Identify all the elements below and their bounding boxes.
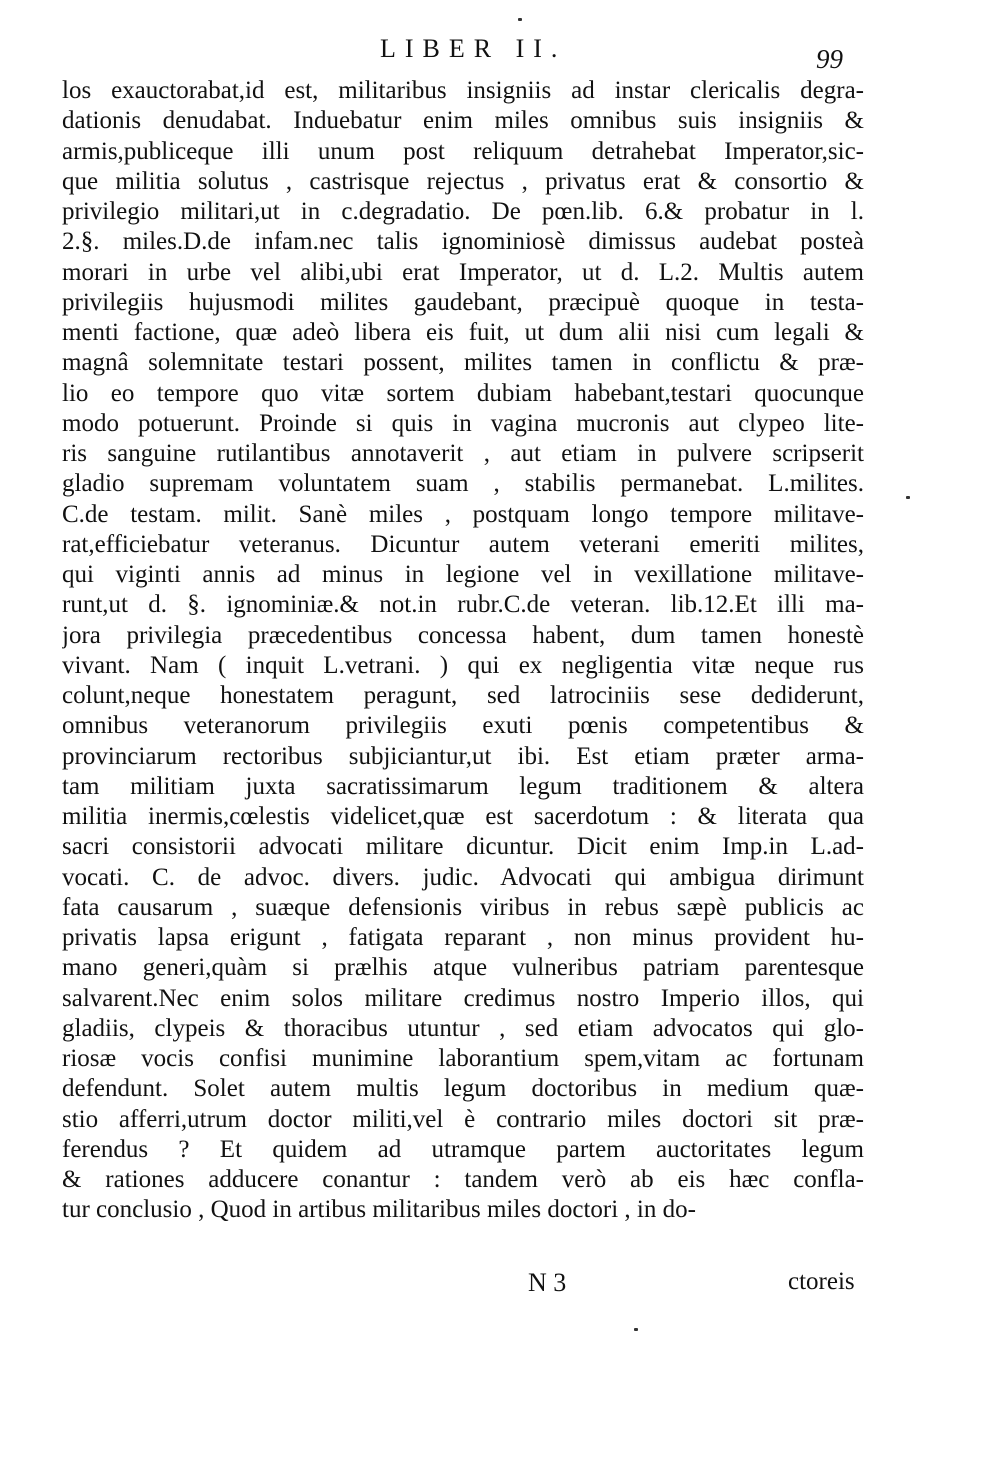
text-line: ris sanguine rutilantibus annotaverit , aut etiam in pulvere scripserit: [62, 440, 864, 467]
text-line: 2.§. miles.D.de infam.nec talis ignominiosè dimissus audebat posteà: [62, 228, 864, 256]
text-line: tam militiam juxta sacratissimarum legum traditionem & altera: [62, 772, 864, 800]
text-line: salvarent.Nec enim solos militare credimus nostro Imperio illos, qui: [62, 984, 864, 1012]
page-header: [0, 28, 1000, 74]
text-line: stio afferri,utrum doctor militi,vel è contrario miles doctori sit præ-: [62, 1105, 864, 1133]
text-line: dationis denudabat. Induebatur enim miles omnibus suis insigniis &: [62, 107, 864, 135]
text-line: los exauctorabat,id est, militaribus insigniis ad instar clericalis degra-: [62, 77, 864, 104]
text-line: defendunt. Solet autem multis legum doctoribus in medium quæ-: [62, 1075, 864, 1103]
catchword: ctoreis: [788, 1268, 855, 1295]
page-footer: [0, 1268, 1000, 1308]
text-line: que militia solutus , castrisque rejectus , privatus erat & consortio &: [62, 167, 864, 195]
text-line: runt,ut d. §. ignominiæ.& not.in rubr.C.de veteran. lib.12.Et illi ma-: [62, 591, 864, 619]
text-line: vocati. C. de advoc. divers. judic. Advocati qui ambigua dirimunt: [62, 863, 864, 891]
text-line: menti factione, quæ adeò libera eis fuit, ut dum alii nisi cum legali &: [62, 319, 864, 346]
text-line: vivant. Nam ( inquit L.vetrani. ) qui ex negligentia vitæ neque rus: [62, 651, 864, 679]
text-line: tur conclusio , Quod in artibus militaribus miles doctori , in do-: [62, 1196, 696, 1224]
ink-speck: [906, 496, 910, 499]
text-line: gladio supremam voluntatem suam , stabilis permanebat. L.milites.: [62, 470, 864, 498]
text-line: riosæ vocis confisi munimine laborantium spem,vitam ac fortunam: [62, 1045, 864, 1072]
text-line: fata causarum , suæque defensionis viribus in rebus sæpè publicis ac: [62, 893, 864, 921]
text-line: ferendus ? Et quidem ad utramque partem auctoritates legum: [62, 1135, 864, 1163]
text-line: sacri consistorii advocati militare dicuntur. Dicit enim Imp.in L.ad-: [62, 833, 864, 861]
text-line: privilegio militari,ut in c.degradatio. De pœn.lib. 6.& probatur in l.: [62, 198, 864, 225]
text-line: magnâ solemnitate testari possent, milites tamen in conflictu & præ-: [62, 349, 864, 377]
text-line: armis,publiceque illi unum post reliquum detrahebat Imperator,sic-: [62, 137, 864, 165]
text-line: omnibus veteranorum privilegiis exuti pœnis competentibus &: [62, 712, 864, 740]
signature-mark: N 3: [528, 1268, 567, 1297]
page-number: 99: [816, 44, 843, 74]
text-line: privatis lapsa erigunt , fatigata reparant , non minus provident hu-: [62, 924, 864, 951]
text-line: C.de testam. milit. Sanè miles , postquam longo tempore militave-: [62, 500, 864, 528]
text-line: militia inermis,cœlestis videlicet,quæ est sacerdotum : & literata qua: [62, 803, 864, 830]
text-line: provinciarum rectoribus subjiciantur,ut ibi. Est etiam præter arma-: [62, 742, 864, 770]
text-line: lio eo tempore quo vitæ sortem dubiam habebant,testari quocunque: [62, 379, 864, 407]
running-title: LIBER II.: [380, 34, 567, 63]
text-line: jora privilegia præcedentibus concessa habent, dum tamen honestè: [62, 621, 864, 649]
text-line: modo potuerunt. Proinde si quis in vagina mucronis aut clypeo lite-: [62, 409, 864, 437]
text-line: rat,efficiebatur veteranus. Dicuntur autem veterani emeriti milites,: [62, 530, 864, 558]
text-line: qui viginti annis ad minus in legione vel in vexillatione militave-: [62, 561, 864, 588]
body-text: [62, 76, 864, 1226]
text-line: gladiis, clypeis & thoracibus utuntur , sed etiam advocatos qui glo-: [62, 1014, 864, 1042]
ink-speck: [518, 18, 522, 21]
ink-speck: [634, 1328, 638, 1331]
text-line: & rationes adducere conantur : tandem verò ab eis hæc confla-: [62, 1166, 864, 1193]
text-line: mano generi,quàm si prælhis atque vulneribus patriam parentesque: [62, 954, 864, 982]
text-line: colunt,neque honestatem peragunt, sed latrociniis sese dediderunt,: [62, 682, 864, 709]
text-line: morari in urbe vel alibi,ubi erat Imperator, ut d. L.2. Multis autem: [62, 258, 864, 286]
text-line: privilegiis hujusmodi milites gaudebant, præcipuè quoque in testa-: [62, 288, 864, 316]
